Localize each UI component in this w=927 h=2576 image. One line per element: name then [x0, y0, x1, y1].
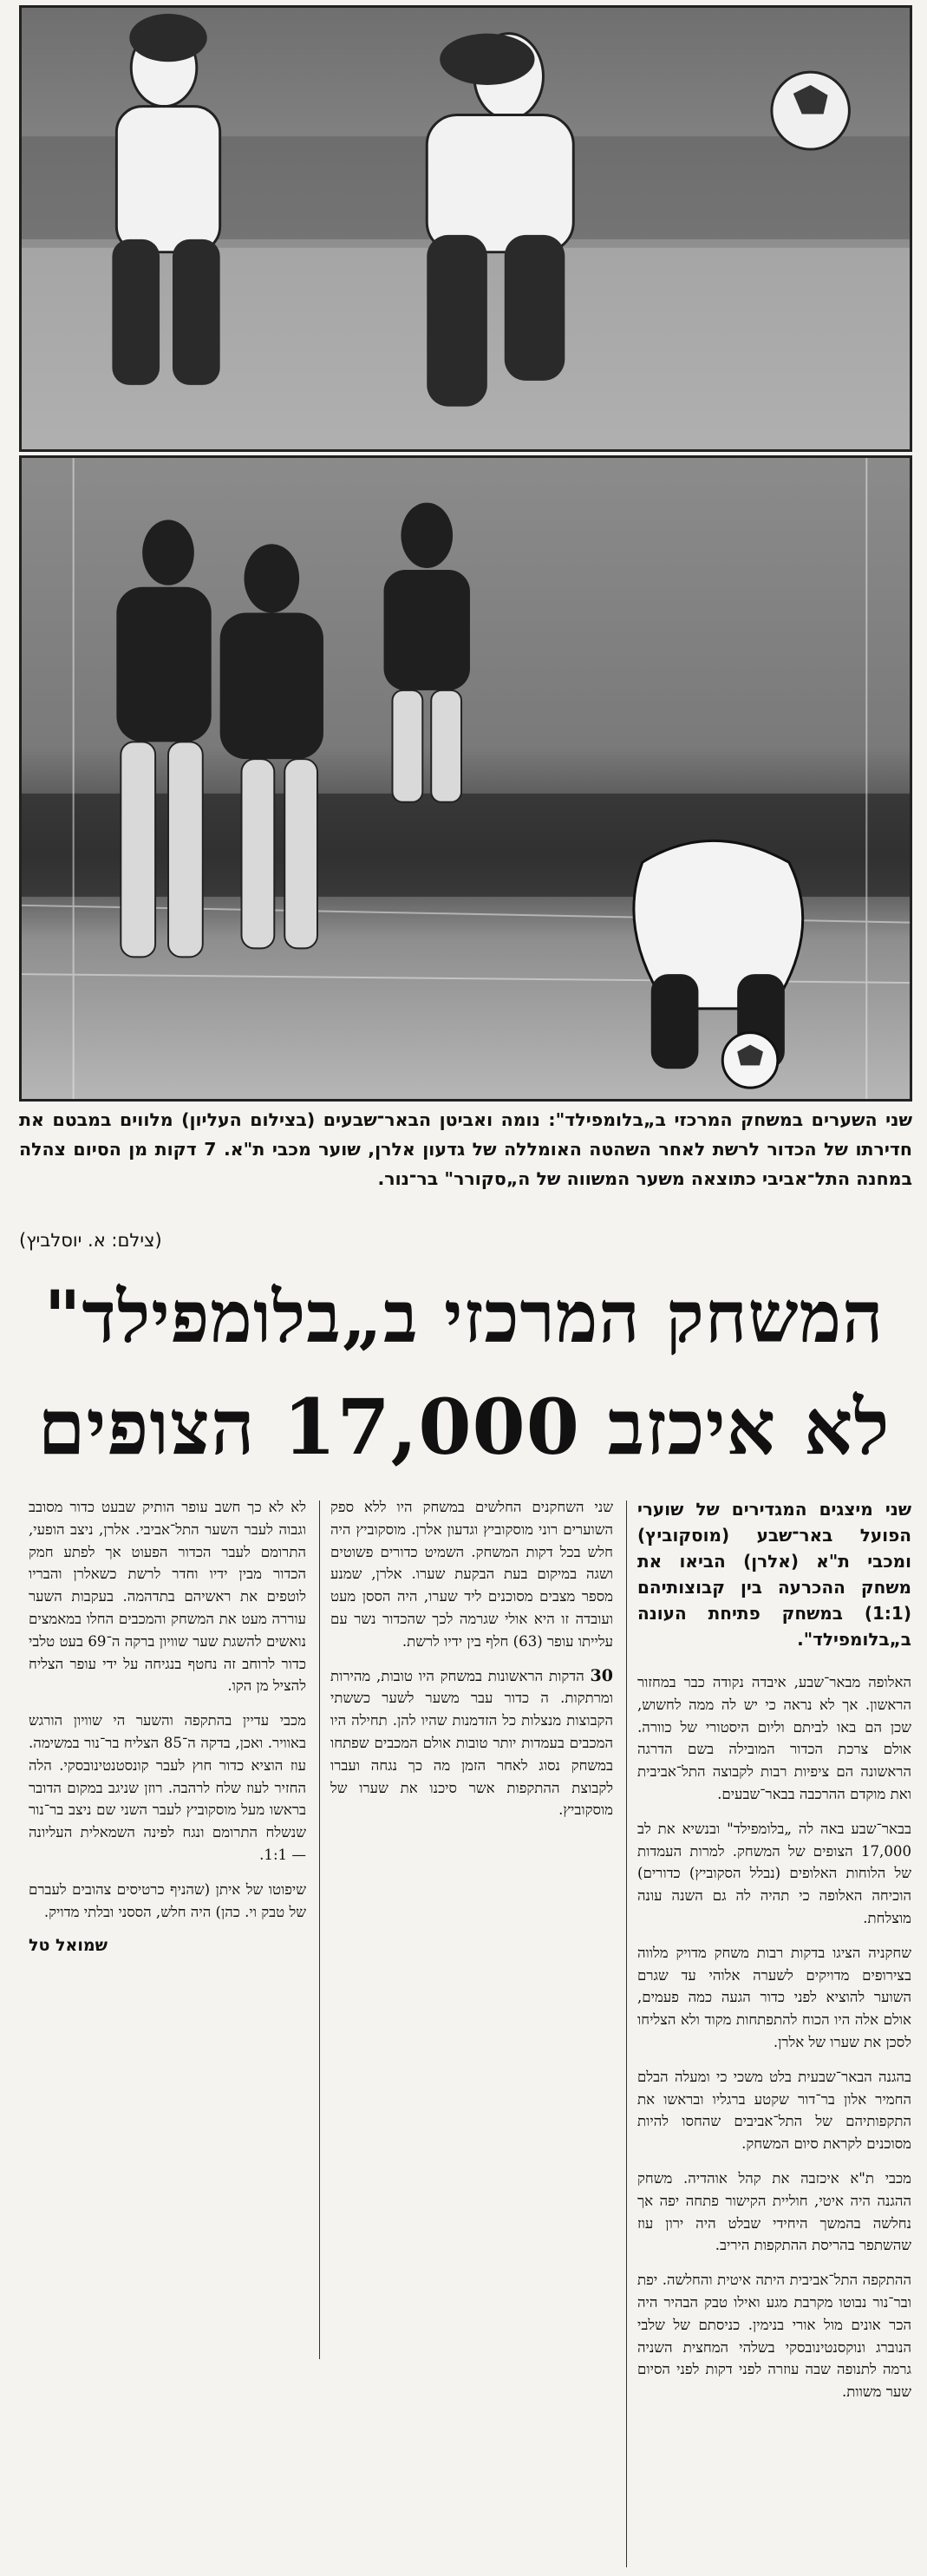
- column-rule-left: [319, 1500, 321, 2359]
- paragraph: הדקות הראשונות במשחק היו טובות, מהירות ומרתקות. ה כדור עבר משער לשער כששתי הקבוצות מנצלות כל הזדמנות שהיו להן. תחילה היו המכבים בעמדות יותר טובות אולם המכבים שפתחו במשחק נסוג לאחר הזמן מה כך נגחה ועברו לקבוצת ההתקפות אשר סיכנו את שערו של מוסקוביץ.: [330, 1667, 613, 1819]
- paragraph: מכבי ת"א איכזבה את קהל אוהדיה. משחק ההגנה היה איטי, חוליית הקישור פתחה יפה אך נחלשה בהמשך היחידי שבלט היה ירון עוז שהשתפר בהריסת ההתקפות היריב.: [637, 2169, 911, 2254]
- paragraph: האלופה מבאר־שבע, איבדה נקודה כבר במחזור הראשון. אך לא נראה כי יש לה ממה לחשוש, שכן הם באו לביתם וליום היסטורי של כוורה. אולם צרכת הכדור המובילה בשם הדרגה הראשונה הם ציפיות רבות לקבוצה התל־אביבית ואת מוקדם ההרכבה בבאר־שבעים.: [637, 1674, 911, 1802]
- paragraph: שני השחקנים החלשים במשחק היו ללא ספק השוערים רוני מוסקוביץ וגדעון אלרן. מוסקוביץ היה חלש בכל דקות המשחק. השמיט כדורים פשוטים ושגה במיקום בעת הבקעת שערו. אלרן, שמנע מספר מצבים מסוכנים ליד שערו, היה הססן מעט ועובדה זו היא אולי שגרמה לכך שהכדור נשר עם עלייתו עופר (63) חלף בין ידיו לרשת.: [330, 1499, 613, 1650]
- headline-line-1: המשחק המרכזי ב„בלומפילד": [43, 1276, 885, 1359]
- paragraph: לא לא כך חשב עופר הותיק שבעט כדור מסובב וגבוה לעבר השער התל־אביבי. אלרן, ניצב הופעי, התרומם לעבר הכדור הפעוט אך לפתע חמק הכדור מבין ידיו וחדר לרשת כשאלרן והבריו לוטפים את ראשיהם בתדהמה. בעקבות השער עוררה מעט את המשחק והמכבים החלו במאמצים נואשים להשגת שער שוויון ברקה ה־69 בעט טלבי כדור לרוחב זה נחטף בנגיחה על ידי עופר הצליח להציל מן הקו.: [29, 1499, 306, 1695]
- paragraph: שחקניה הציגו בדקות רבות משחק מדויק מלווה בצירופים מדויקים לשערה אלוהי עד שגרם השוער להוציא לפני כדור הגעה כמה פעמים, אולם אלה היו הכוח להתפתחות מקוד ולא הצליחו לסכן את שערו של אלרן.: [637, 1944, 911, 2050]
- photo-caption: שני השערים במשחק המרכזי ב„בלומפילד": נומה ואביטן הבאר־שבעים (בצילום העליון) מלווים במבטם את חדירתו של הכדור לרשת לאחר השהטה האומללה של גדעון אלרן, שוער מכבי ת"א. 7 דקות מן הסיום צהלה במחנה התל־אביבי כתוצאה משער המשווה של ה„סקורר" בר־נור.: [19, 1109, 912, 1189]
- paragraph: בהגנה הבאר־שבעית בלט משכי כי ומעלה הבלם החמיר אלון בר־דור שקטע ברגליו ובראשו את התקפותיהם של התל־אביבים שהחסו להיות מסוכנים לקראת סיום המשחק.: [637, 2068, 911, 2153]
- football-photo-top: [19, 5, 912, 452]
- article-column-middle: [330, 1496, 613, 2346]
- paragraph: בבאר־שבע באה לה „בלומפילד" ובנשיא את לב 17,000 הצופים של המשחק. למרות העמדות של הלוחות האלופים (נבלל הסקוביץ) כדורים) הוכיחה האלופה כי תהיה לה גם השנה עונה מוצלחת.: [637, 1820, 911, 1926]
- headline-line-2: לא איכזב 17,000 הצופים: [37, 1382, 891, 1472]
- paragraph: שיפוטו של איתן (שהניף כרטיסים צהובים לעברם של טבק וי. כהן) היה חלש, הססני ובלתי מדויק.: [29, 1880, 306, 1920]
- article-lead: שני מיצגים המגדירים של שוערי הפועל באר־שבע (מוסקוביץ) ומכבי ת"א (אלרן) הביאו את משחק ההכרעה בין קבוצותיהם (1:1) במשחק פתיחת העונה ב„בלומפילד".: [637, 1499, 911, 1650]
- section-number: 30: [590, 1665, 613, 1685]
- article-column-right: [637, 1496, 911, 2572]
- byline: שמואל טל: [29, 1936, 108, 1956]
- paragraph: מכבי עדיין בהתקפה והשער הי שוויון הורגש באוויר. ואכן, בדקה ה־85 הצליח בר־נור במשימה. עוז הוציא כדור חוץ לעבר קונסטנטינובסקי. הלה החזיר לעוז שלח לרהבה. רוזן שניגב במקום הדובר בראשו מעל מוסקוביץ לעבר השני שם ניצב בר־נור שנשלח התרומם ונגח לפינה השמאלית העליונה — 1:1.: [29, 1712, 306, 1863]
- column-rule-right: [626, 1500, 628, 2567]
- photo-top-illustration: [22, 8, 910, 449]
- football-photo-bottom: [19, 455, 912, 1102]
- article-column-left: [29, 1496, 306, 2364]
- paragraph: ההתקפה התל־אביבית היתה איטית והחלשה. יפת ובר־נור נבוטו מקרבת מגע ואילו טבק הבהיר היה הכר אונים מול אורי בנימין. כניסתם של שלבי הנוברג ונוקסנטינובסקי בשלהי המחצית השניה גרמה לתנופה שבה עוזרה לפני דקות לפני הסיום שער משוות.: [637, 2272, 911, 2401]
- photo-credit: (צילם: א. יוסלביץ): [19, 1230, 162, 1251]
- photo-bottom-illustration: [22, 458, 910, 1099]
